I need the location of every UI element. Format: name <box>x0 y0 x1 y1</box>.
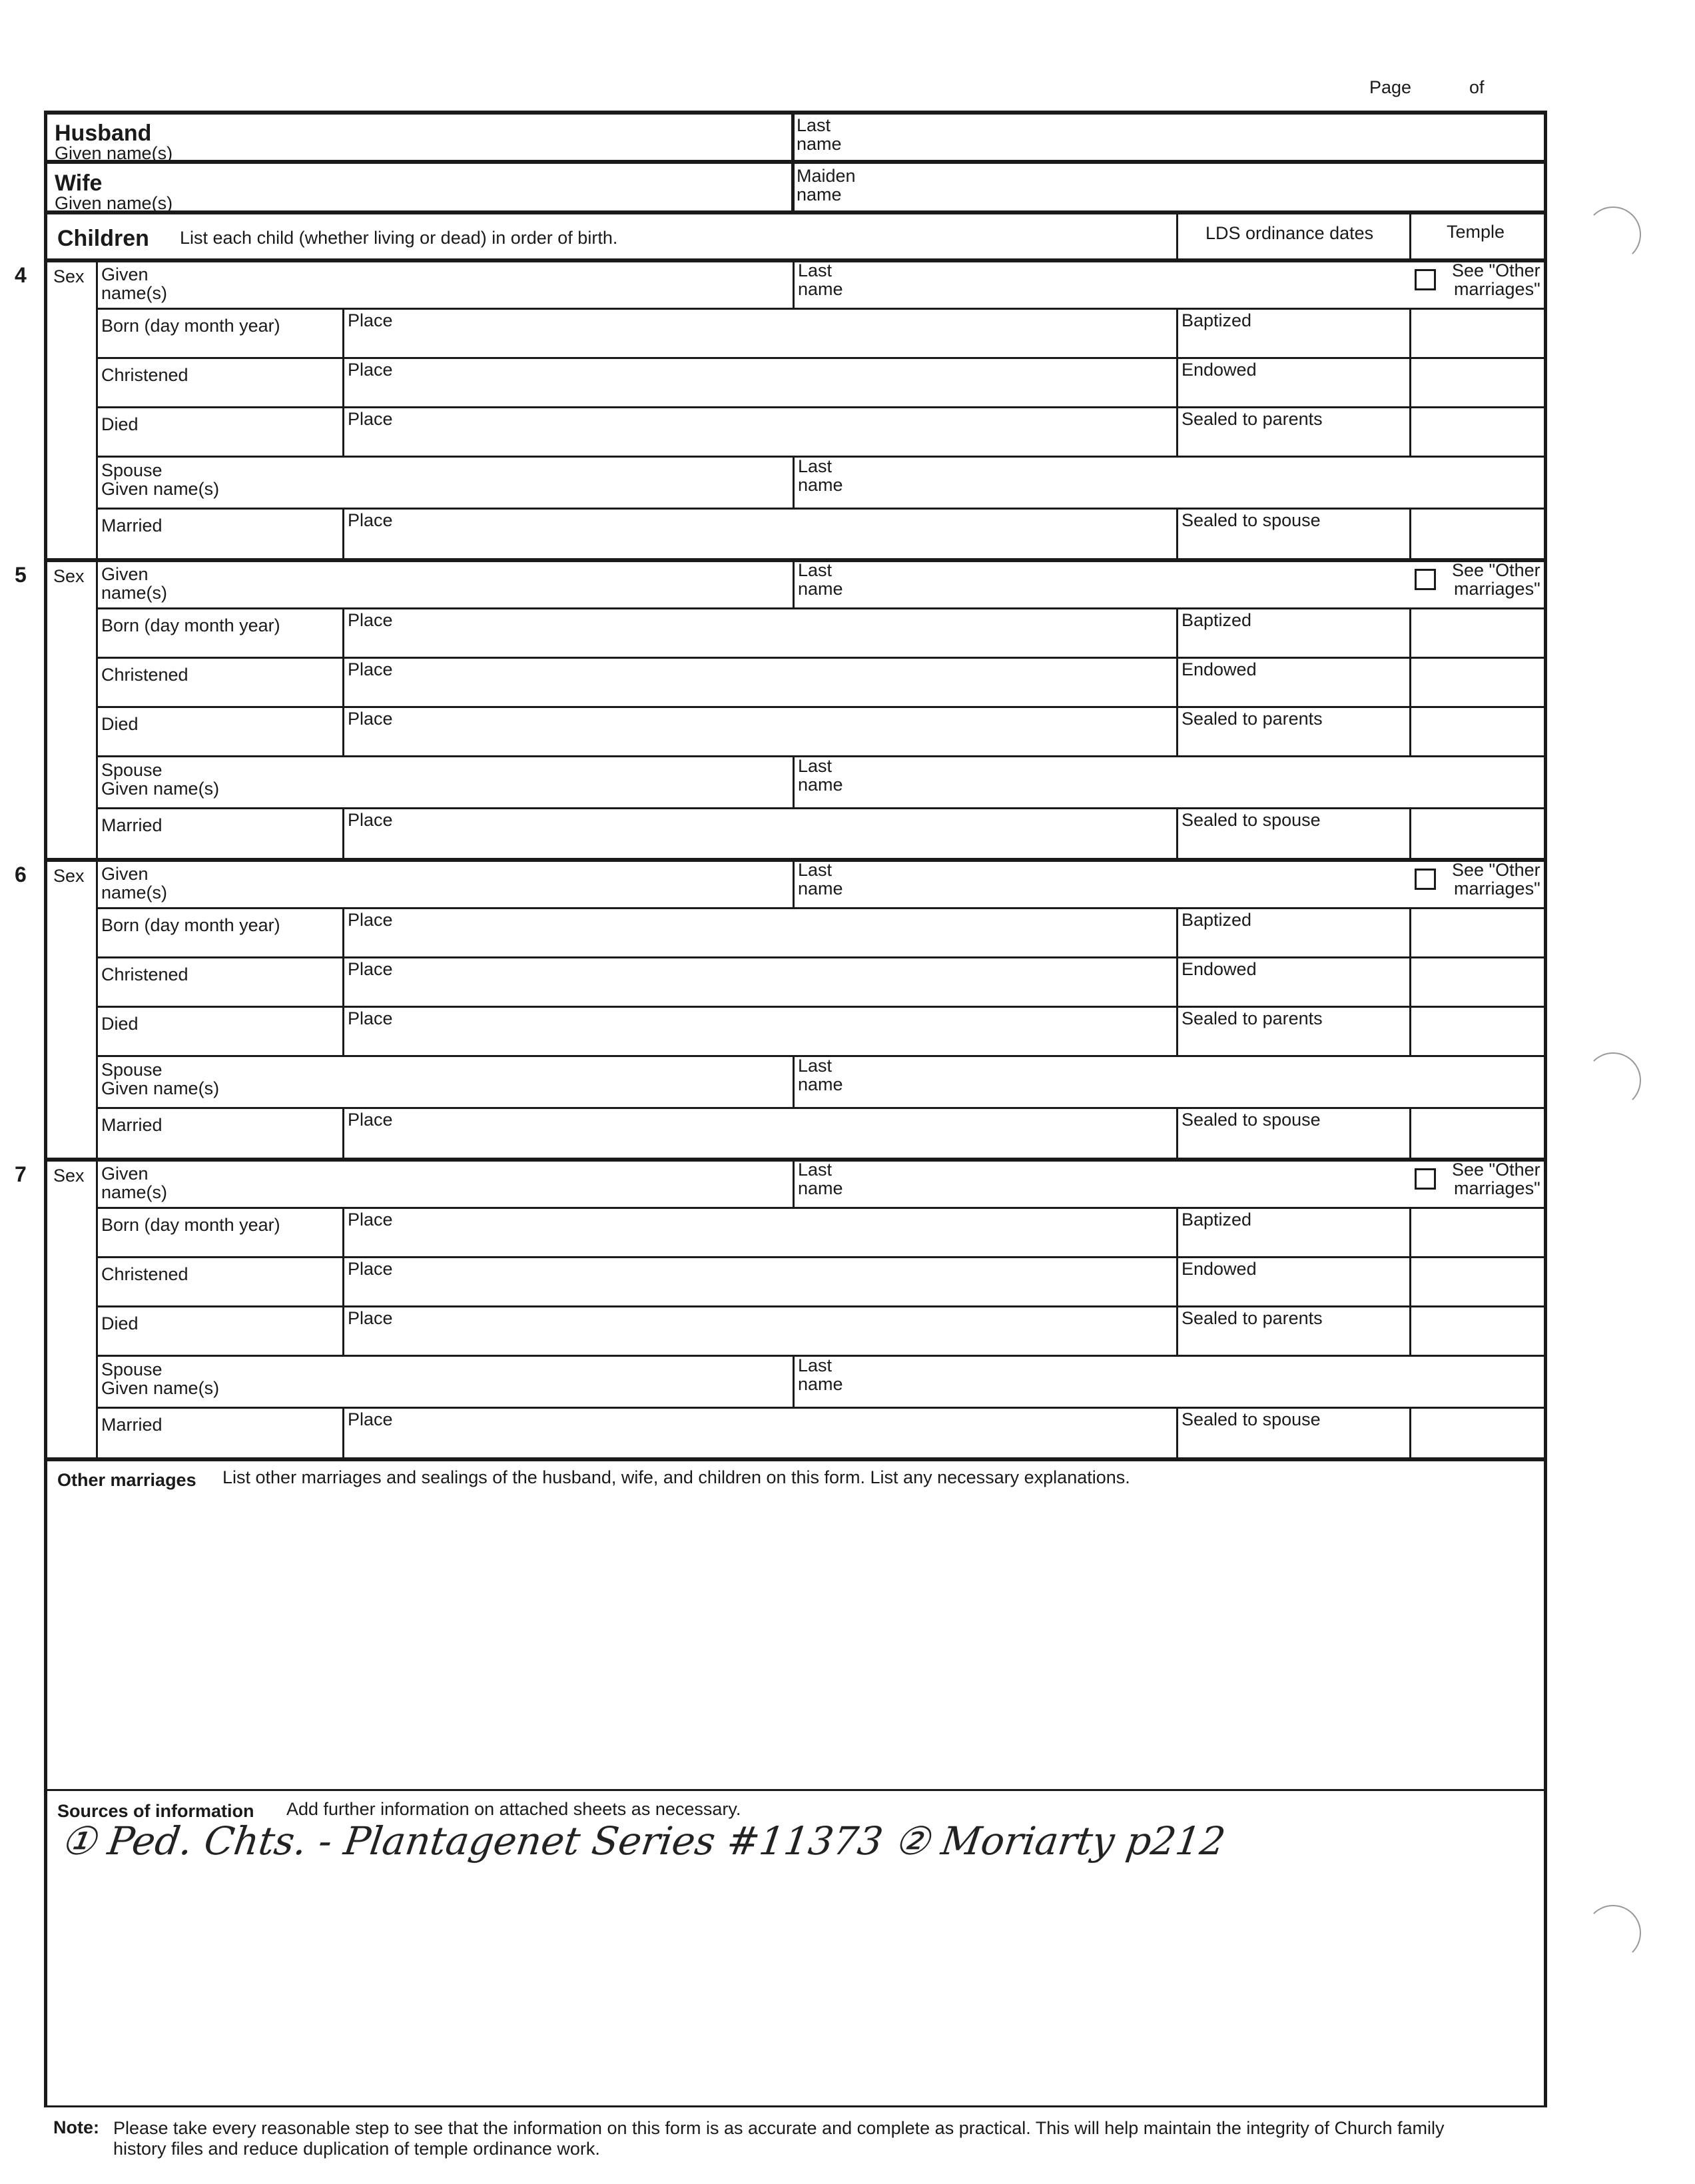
child-given-field[interactable] <box>220 862 786 905</box>
child-endowed-date-field[interactable] <box>1305 659 1405 703</box>
lds-ordinance-label: LDS ordinance dates <box>1205 223 1374 243</box>
frame-bottom <box>44 2105 1546 2107</box>
name-divider <box>791 111 795 212</box>
child-christened-label: Christened <box>101 365 188 385</box>
child-place-divider <box>342 807 344 858</box>
child-sealed-spouse-label: Sealed to spouse <box>1182 810 1321 830</box>
wife-maiden-label: Maiden name <box>797 166 856 204</box>
child-row-rule <box>96 1006 1546 1008</box>
child-christened-place-label: Place <box>348 959 393 979</box>
wife-given-label: Given name(s) <box>55 193 173 213</box>
child-place-divider <box>342 907 344 1055</box>
child-last-field[interactable] <box>879 862 1399 905</box>
child-died-label: Died <box>101 414 139 434</box>
child-lds-divider <box>1176 308 1178 456</box>
child-christened-place-field[interactable] <box>400 659 1172 703</box>
child-married-place-label: Place <box>348 1409 393 1429</box>
child-christened-label: Christened <box>101 964 188 984</box>
child-block-bottom-rule <box>44 1457 1546 1461</box>
child-name-divider <box>793 859 795 907</box>
child-endowed-label: Endowed <box>1182 360 1257 380</box>
child-spouse-divider <box>793 1355 795 1407</box>
child-endowed-date-field[interactable] <box>1305 360 1405 404</box>
child-temple-divider <box>1409 807 1411 858</box>
children-title: Children <box>57 226 149 251</box>
child-sealed-spouse-date-field[interactable] <box>1305 1110 1405 1156</box>
child-lds-divider <box>1176 807 1178 858</box>
binder-ring-mark <box>1585 206 1641 262</box>
child-died-place-label: Place <box>348 709 393 729</box>
child-sealed-parents-date-field[interactable] <box>1305 409 1405 453</box>
child-died-place-field[interactable] <box>400 1008 1172 1052</box>
husband-bottom-rule <box>44 160 1546 164</box>
child-temple-divider <box>1409 308 1411 456</box>
other-marriages-field[interactable] <box>56 1499 1534 1785</box>
child-died-place-label: Place <box>348 409 393 429</box>
child-sealed-spouse-temple-field[interactable] <box>1413 810 1544 857</box>
binder-ring-mark <box>1585 1905 1641 1961</box>
child-endowed-label: Endowed <box>1182 659 1257 679</box>
child-name-divider <box>793 559 795 607</box>
child-died-place-field[interactable] <box>400 1308 1172 1352</box>
child-sealed-spouse-label: Sealed to spouse <box>1182 1110 1321 1130</box>
child-spouse-label: Spouse Given name(s) <box>101 760 220 799</box>
child-spouse-divider <box>793 1055 795 1107</box>
child-baptized-temple-field[interactable] <box>1413 610 1544 654</box>
child-born-date-field[interactable] <box>101 1236 338 1254</box>
frame-left <box>44 111 47 2107</box>
child-row-rule <box>96 1305 1546 1307</box>
child-spouse-divider <box>793 755 795 807</box>
child-sealed-parents-label: Sealed to parents <box>1182 709 1323 729</box>
husband-title: Husband <box>55 121 152 146</box>
child-lds-divider <box>1176 1107 1178 1158</box>
child-christened-place-label: Place <box>348 659 393 679</box>
child-spouse-given-field[interactable] <box>280 758 786 805</box>
child-endowed-date-field[interactable] <box>1305 959 1405 1003</box>
husband-given-label: Given name(s) <box>55 143 173 163</box>
child-last-label: Last name <box>798 1160 843 1198</box>
child-place-divider <box>342 1207 344 1355</box>
other-marriages-note: See "Other marriages" <box>1452 560 1540 599</box>
child-row-rule <box>96 807 1546 809</box>
child-christened-place-label: Place <box>348 360 393 380</box>
child-sex-divider <box>96 260 98 558</box>
child-baptized-temple-field[interactable] <box>1413 1210 1544 1254</box>
child-spouse-last-field[interactable] <box>879 1357 1538 1404</box>
child-endowed-temple-field[interactable] <box>1413 1259 1544 1303</box>
child-spouse-given-field[interactable] <box>280 1357 786 1404</box>
child-sex-divider <box>96 559 98 858</box>
child-sealed-parents-label: Sealed to parents <box>1182 1008 1323 1028</box>
child-born-date-field[interactable] <box>101 637 338 654</box>
child-endowed-date-field[interactable] <box>1305 1259 1405 1303</box>
note-label: Note: <box>53 2117 99 2137</box>
child-row-rule <box>96 956 1546 958</box>
child-born-place-label: Place <box>348 610 393 630</box>
child-place-divider <box>342 308 344 456</box>
child-died-place-label: Place <box>348 1008 393 1028</box>
child-spouse-last-field[interactable] <box>879 458 1538 505</box>
child-born-label: Born (day month year) <box>101 316 280 336</box>
child-died-label: Died <box>101 1313 139 1333</box>
child-sealed-parents-temple-field[interactable] <box>1413 1008 1544 1052</box>
child-sealed-parents-date-field[interactable] <box>1305 1008 1405 1052</box>
child-born-place-label: Place <box>348 1210 393 1230</box>
child-married-place-field[interactable] <box>400 510 1172 557</box>
child-baptized-label: Baptized <box>1182 310 1252 330</box>
lds-divider <box>1176 212 1178 258</box>
child-born-place-field[interactable] <box>400 910 1172 954</box>
child-born-date-field[interactable] <box>101 936 338 954</box>
of-label: of <box>1469 77 1485 97</box>
sources-title: Sources of information <box>57 1801 254 1821</box>
child-spouse-label: Spouse Given name(s) <box>101 460 220 499</box>
child-spouse-last-label: Last name <box>798 456 843 495</box>
child-christened-place-field[interactable] <box>400 360 1172 404</box>
wife-maiden-field[interactable] <box>879 165 1538 209</box>
child-number: 4 <box>15 263 27 287</box>
child-sex-label: Sex <box>53 1166 85 1186</box>
child-baptized-temple-field[interactable] <box>1413 910 1544 954</box>
child-baptized-label: Baptized <box>1182 910 1252 930</box>
child-place-divider <box>342 1107 344 1158</box>
child-number: 7 <box>15 1162 27 1186</box>
child-baptized-label: Baptized <box>1182 1210 1252 1230</box>
wife-given-field[interactable] <box>220 165 786 209</box>
child-temple-divider <box>1409 1107 1411 1158</box>
child-married-place-label: Place <box>348 510 393 530</box>
child-row-rule <box>96 657 1546 659</box>
child-spouse-given-field[interactable] <box>280 1058 786 1104</box>
child-lds-divider <box>1176 907 1178 1055</box>
child-died-place-field[interactable] <box>400 709 1172 753</box>
other-marriages-checkbox[interactable] <box>1415 569 1436 590</box>
wife-title: Wife <box>55 171 103 196</box>
child-married-label: Married <box>101 815 163 835</box>
child-sealed-parents-date-field[interactable] <box>1305 709 1405 753</box>
husband-last-label: Last name <box>797 115 842 154</box>
other-marriages-bottom-rule <box>44 1789 1546 1791</box>
child-given-field[interactable] <box>220 262 786 305</box>
child-row-rule <box>96 508 1546 510</box>
child-last-field[interactable] <box>879 1162 1399 1204</box>
child-row-rule <box>96 1407 1546 1409</box>
child-endowed-temple-field[interactable] <box>1413 959 1544 1003</box>
child-lds-divider <box>1176 1207 1178 1355</box>
child-spouse-last-label: Last name <box>798 1355 843 1394</box>
child-spouse-given-field[interactable] <box>280 458 786 505</box>
child-given-label: Given name(s) <box>101 564 168 603</box>
child-last-label: Last name <box>798 860 843 899</box>
child-place-divider <box>342 607 344 755</box>
child-lds-divider <box>1176 607 1178 755</box>
child-temple-divider <box>1409 1407 1411 1457</box>
child-born-place-label: Place <box>348 310 393 330</box>
child-given-field[interactable] <box>220 562 786 605</box>
child-sealed-spouse-temple-field[interactable] <box>1413 510 1544 557</box>
child-christened-place-field[interactable] <box>400 959 1172 1003</box>
child-row-rule <box>96 907 1546 909</box>
child-temple-divider <box>1409 907 1411 1055</box>
child-sealed-parents-date-field[interactable] <box>1305 1308 1405 1352</box>
child-christened-place-field[interactable] <box>400 1259 1172 1303</box>
child-endowed-label: Endowed <box>1182 1259 1257 1279</box>
child-spouse-last-label: Last name <box>798 1056 843 1094</box>
child-spouse-last-field[interactable] <box>879 1058 1538 1104</box>
child-endowed-label: Endowed <box>1182 959 1257 979</box>
child-row-rule <box>96 406 1546 408</box>
child-born-label: Born (day month year) <box>101 915 280 935</box>
child-sealed-spouse-date-field[interactable] <box>1305 1409 1405 1456</box>
other-marriages-instruction: List other marriages and sealings of the husband, wife, and children on this form. List any necessary explanations. <box>222 1467 1130 1487</box>
child-name-divider <box>793 1159 795 1207</box>
other-marriages-title: Other marriages <box>57 1470 196 1490</box>
child-row-rule <box>96 357 1546 359</box>
child-name-divider <box>793 260 795 308</box>
child-married-label: Married <box>101 1115 163 1135</box>
other-marriages-checkbox[interactable] <box>1415 1168 1436 1190</box>
child-last-field[interactable] <box>879 262 1399 305</box>
child-given-field[interactable] <box>220 1162 786 1204</box>
child-last-label: Last name <box>798 260 843 299</box>
child-born-place-label: Place <box>348 910 393 930</box>
child-place-divider <box>342 508 344 558</box>
child-row-rule <box>96 308 1546 310</box>
child-endowed-temple-field[interactable] <box>1413 360 1544 404</box>
child-baptized-temple-field[interactable] <box>1413 310 1544 354</box>
child-sealed-parents-label: Sealed to parents <box>1182 1308 1323 1328</box>
child-died-place-field[interactable] <box>400 409 1172 453</box>
child-married-label: Married <box>101 516 163 536</box>
child-row-rule <box>96 1256 1546 1258</box>
child-sealed-spouse-temple-field[interactable] <box>1413 1409 1544 1456</box>
child-died-place-label: Place <box>348 1308 393 1328</box>
child-row-rule <box>96 607 1546 609</box>
sources-instruction: Add further information on attached sheets as necessary. <box>286 1799 741 1819</box>
child-sealed-parents-label: Sealed to parents <box>1182 409 1323 429</box>
child-married-place-label: Place <box>348 1110 393 1130</box>
child-christened-label: Christened <box>101 665 188 685</box>
child-last-label: Last name <box>798 560 843 599</box>
child-sealed-parents-temple-field[interactable] <box>1413 409 1544 453</box>
child-christened-label: Christened <box>101 1264 188 1284</box>
husband-last-field[interactable] <box>879 115 1538 161</box>
sources-handwritten-entry: ① Ped. Chts. - Plantagenet Series #11373 ② Moriarty p212 <box>58 1818 1229 1864</box>
child-baptized-date-field[interactable] <box>1305 910 1405 954</box>
child-sex-divider <box>96 1159 98 1457</box>
child-lds-divider <box>1176 508 1178 558</box>
child-sex-label: Sex <box>53 866 85 886</box>
child-place-divider <box>342 1407 344 1457</box>
child-born-place-field[interactable] <box>400 310 1172 354</box>
child-given-label: Given name(s) <box>101 1164 168 1202</box>
other-marriages-checkbox[interactable] <box>1415 869 1436 890</box>
child-row-rule <box>96 1107 1546 1109</box>
frame-right <box>1544 111 1547 2107</box>
child-sealed-parents-temple-field[interactable] <box>1413 1308 1544 1352</box>
child-endowed-temple-field[interactable] <box>1413 659 1544 703</box>
child-died-label: Died <box>101 714 139 734</box>
child-spouse-last-field[interactable] <box>879 758 1538 805</box>
child-baptized-date-field[interactable] <box>1305 610 1405 654</box>
child-given-label: Given name(s) <box>101 864 168 903</box>
children-instruction: List each child (whether living or dead) in order of birth. <box>180 228 618 248</box>
child-temple-divider <box>1409 508 1411 558</box>
child-born-place-field[interactable] <box>400 1210 1172 1254</box>
child-number: 6 <box>15 863 27 887</box>
note-text: Please take every reasonable step to see that the information on this form is as accurate and complete as practical. This will help maintain the integrity of Church family history files and reduce duplication of temple ordinance work. <box>113 2118 1445 2159</box>
child-married-label: Married <box>101 1415 163 1435</box>
child-sealed-spouse-date-field[interactable] <box>1305 510 1405 557</box>
child-temple-divider <box>1409 1207 1411 1355</box>
child-married-place-label: Place <box>348 810 393 830</box>
other-marriages-note: See "Other marriages" <box>1452 260 1540 299</box>
child-sealed-spouse-temple-field[interactable] <box>1413 1110 1544 1156</box>
sources-field[interactable] <box>56 1865 1534 2098</box>
child-born-label: Born (day month year) <box>101 1215 280 1235</box>
page-label: Page <box>1369 77 1412 97</box>
child-temple-divider <box>1409 607 1411 755</box>
child-married-place-field[interactable] <box>400 1110 1172 1156</box>
child-born-label: Born (day month year) <box>101 615 280 635</box>
child-given-label: Given name(s) <box>101 264 168 303</box>
child-baptized-label: Baptized <box>1182 610 1252 630</box>
child-sealed-spouse-label: Sealed to spouse <box>1182 510 1321 530</box>
binder-ring-mark <box>1585 1052 1641 1108</box>
child-married-place-field[interactable] <box>400 810 1172 857</box>
child-row-rule <box>96 706 1546 708</box>
child-last-field[interactable] <box>879 562 1399 605</box>
child-sex-divider <box>96 859 98 1158</box>
child-sealed-spouse-date-field[interactable] <box>1305 810 1405 857</box>
child-spouse-divider <box>793 456 795 508</box>
child-born-date-field[interactable] <box>101 337 338 354</box>
wife-bottom-rule <box>44 210 1546 214</box>
child-lds-divider <box>1176 1407 1178 1457</box>
other-marriages-note: See "Other marriages" <box>1452 1160 1540 1198</box>
child-sex-label: Sex <box>53 566 85 586</box>
other-marriages-checkbox[interactable] <box>1415 269 1436 290</box>
child-row-rule <box>96 1207 1546 1209</box>
child-spouse-last-label: Last name <box>798 756 843 795</box>
temple-label: Temple <box>1447 222 1505 242</box>
child-born-place-field[interactable] <box>400 610 1172 654</box>
child-spouse-label: Spouse Given name(s) <box>101 1060 220 1098</box>
child-sex-label: Sex <box>53 266 85 286</box>
child-married-place-field[interactable] <box>400 1409 1172 1456</box>
other-marriages-note: See "Other marriages" <box>1452 860 1540 899</box>
child-baptized-date-field[interactable] <box>1305 1210 1405 1254</box>
child-spouse-label: Spouse Given name(s) <box>101 1359 220 1398</box>
child-sealed-parents-temple-field[interactable] <box>1413 709 1544 753</box>
child-baptized-date-field[interactable] <box>1305 310 1405 354</box>
child-christened-place-label: Place <box>348 1259 393 1279</box>
temple-divider <box>1409 212 1411 258</box>
child-number: 5 <box>15 563 27 587</box>
child-died-label: Died <box>101 1014 139 1034</box>
child-sealed-spouse-label: Sealed to spouse <box>1182 1409 1321 1429</box>
husband-given-field[interactable] <box>220 115 786 161</box>
